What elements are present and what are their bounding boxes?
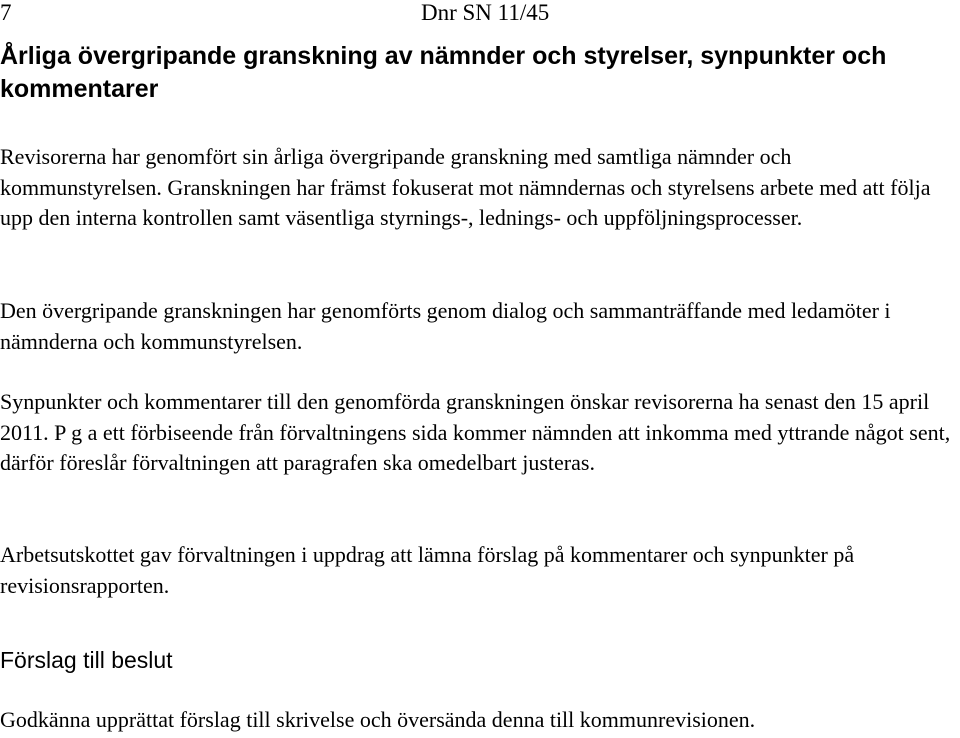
body-paragraph: Revisorerna har genomfört sin årliga övergripande granskning med samtliga nämnder och kommunstyrelsen. Granskningen har främst fokuserat mot nämndernas och styrelsens arbete med att följa upp den interna kontrollen samt väsentliga styrnings-, lednings- och uppföljningsprocesser. [0,144,931,230]
decision-text: Godkänna upprättat förslag till skrivelse och översända denna till kommunrevisionen. [0,707,756,732]
page-number: 7 [0,0,12,25]
document-reference: Dnr SN 11/45 [421,0,550,25]
body-paragraph: Den övergripande granskningen har genomförts genom dialog och sammanträffande med ledamöter i nämnderna och kommunstyrelsen. [0,298,891,354]
page-header [0,0,960,30]
decision-heading: Förslag till beslut [0,647,173,673]
section-title: Årliga övergripande granskning av nämnder och styrelser, synpunkter och kommentarer [0,42,887,103]
body-paragraph: Arbetsutskottet gav förvaltningen i uppdrag att lämna förslag på kommentarer och synpunkter på revisionsrapporten. [0,542,855,598]
body-paragraph: Synpunkter och kommentarer till den genomförda granskningen önskar revisorerna ha senast den 15 april 2011. P g a ett förbiseende från förvaltningens sida kommer nämnden att inkomma med yttrande något sent, därför föreslår förvaltningen att paragrafen ska omedelbart justeras. [0,389,951,475]
